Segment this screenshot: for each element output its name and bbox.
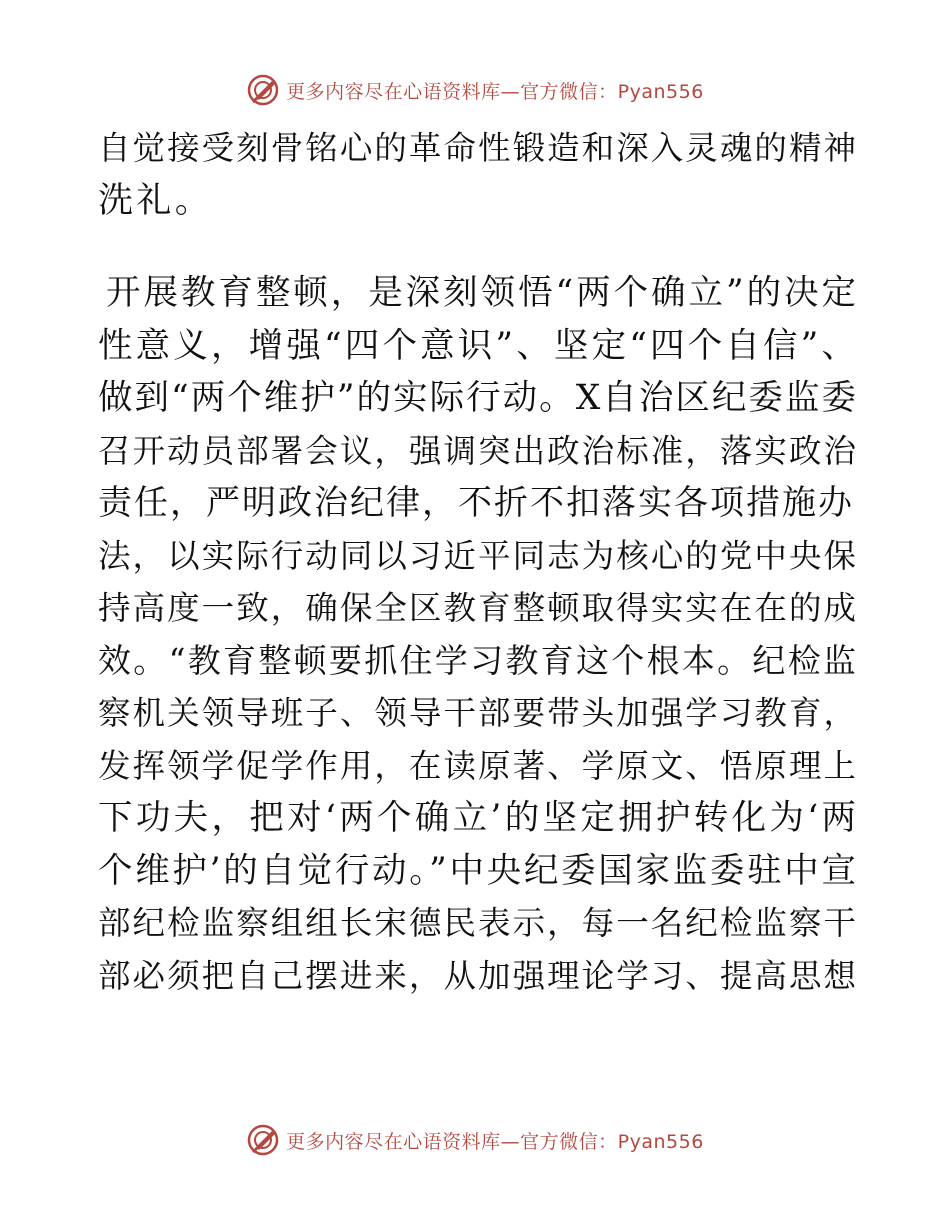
text-line: 效。“教育整顿要抓住学习教育这个根本。纪检监 (98, 640, 858, 680)
footer-banner (0, 1120, 950, 1160)
footer-banner-text: 更多内容尽在心语资料库—官方微信：Pyan556 (286, 1130, 704, 1153)
text-line: 发挥领学促学作用，在读原著、学原文、悟原理上 (98, 746, 858, 785)
logo-icon (246, 73, 280, 107)
text-line: 法，以实际行动同以习近平同志为核心的党中央保 (98, 536, 858, 575)
text-line: 开展教育整顿，是深刻领悟“两个确立”的决定 (106, 273, 858, 313)
logo-icon (246, 1123, 280, 1157)
text-line: 持高度一致，确保全区教育整顿取得实实在在的成 (98, 589, 858, 627)
paragraph-2 (98, 267, 858, 1002)
text-line: 下功夫，把对‘两个确立’的坚定拥护转化为‘两 (98, 798, 858, 838)
text-line: 个维护’的自觉行动。”中央纪委国家监委驻中宣 (98, 850, 858, 891)
text-line: 部必须把自己摆进来，从加强理论学习、提高思想 (98, 956, 858, 995)
text-line: 洗礼。 (98, 180, 214, 221)
document-body (98, 122, 858, 1002)
text-line: 做到“两个维护”的实际行动。X自治区纪委监委 (98, 378, 858, 418)
text-line: 察机关领导班子、领导干部要带头加强学习教育， (98, 694, 858, 732)
header-banner (0, 70, 950, 110)
paragraph-1 (98, 122, 858, 227)
text-line: 责任，严明政治纪律，不折不扣落实各项措施办 (98, 483, 854, 523)
text-line: 自觉接受刻骨铭心的革命性锻造和深入灵魂的精神 (98, 129, 858, 167)
text-line: 性意义，增强“四个意识”、坚定“四个自信”、 (98, 325, 858, 366)
text-line: 召开动员部署会议，强调突出政治标准，落实政治 (98, 431, 858, 470)
header-banner-text: 更多内容尽在心语资料库—官方微信：Pyan556 (286, 80, 704, 103)
text-line: 部纪检监察组组长宋德民表示，每一名纪检监察干 (98, 904, 858, 942)
